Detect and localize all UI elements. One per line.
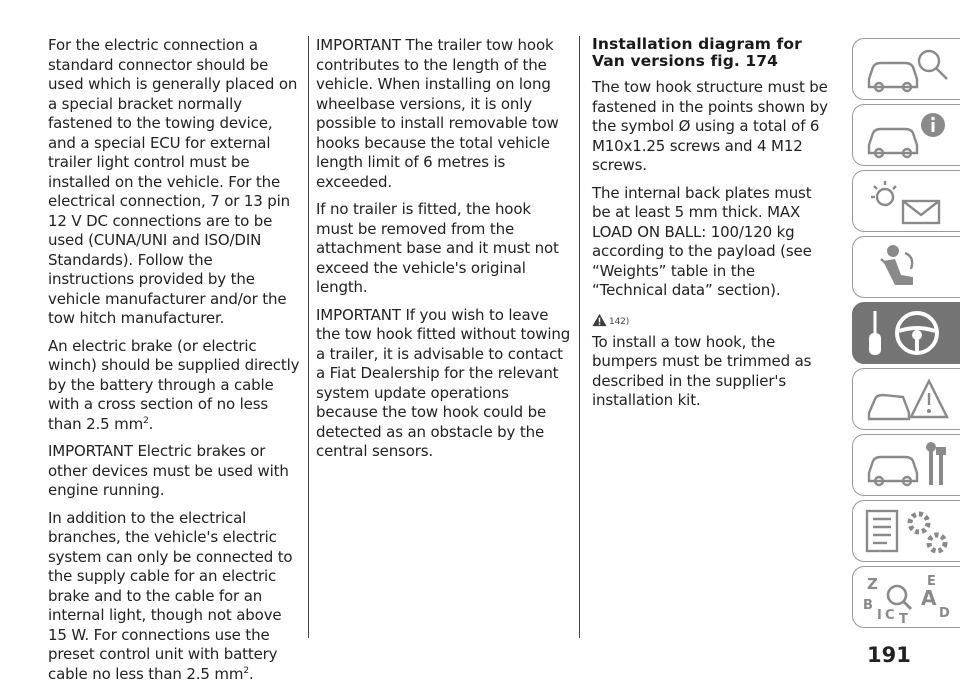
column-divider-1 — [308, 36, 309, 638]
text-column-1 — [48, 36, 300, 692]
svg-text:Z: Z — [867, 575, 878, 593]
svg-text:A: A — [921, 586, 937, 610]
seat-airbag-icon — [859, 241, 955, 293]
svg-text:E: E — [927, 574, 936, 589]
warning-reference[interactable] — [592, 309, 834, 327]
tab-maintenance[interactable] — [852, 434, 960, 496]
technical-data-gears-icon — [859, 505, 955, 557]
tab-getting-to-know[interactable] — [852, 104, 960, 166]
paragraph-back-plates: The internal back plates must be at least 5 mm thick. MAX LOAD ON BALL: 100/120 kg according to the payload (see “Weights” table in the “Technical data” section). — [592, 183, 812, 299]
svg-text:C: C — [885, 608, 895, 623]
tab-safety[interactable] — [852, 236, 960, 298]
tab-warning-lights[interactable] — [852, 170, 960, 232]
paragraph-tow-hook-length: IMPORTANT The trailer tow hook contributes to the length of the vehicle. When installing on long wheelbase versions, it is only possible to install removable tow hooks because the total vehicle length limit of 6 metres is exceeded. — [316, 36, 559, 191]
tab-index[interactable] — [852, 566, 960, 628]
text-column-3 — [592, 36, 834, 419]
paragraph-bumpers: To install a tow hook, the bumpers must be trimmed as described in the supplier's installation kit. — [592, 332, 812, 409]
paragraph-electric-brake: An electric brake (or electric winch) should be supplied directly by the battery through a cable with a cross section of no less than 2.5 $mm^2$. — [48, 336, 300, 433]
tab-technical-data[interactable] — [852, 500, 960, 562]
paragraph-electrical-branches: In addition to the electrical branches, the vehicle's electric system can only be connected to the supply cable for an electric brake and to the cable for an internal light, though not above 15 W. For connections use the preset control unit with battery cable no less than 2.5 $mm^2$. — [48, 508, 293, 683]
key-steering-wheel-icon — [859, 307, 955, 359]
car-service-tools-icon — [859, 439, 955, 491]
svg-text:D: D — [939, 606, 950, 621]
alphabetical-index-icon — [859, 571, 955, 623]
warning-lights-icon — [859, 175, 955, 227]
paragraph-important-engine: IMPORTANT Electric brakes or other devices must be used with engine running. — [48, 442, 289, 499]
warning-triangle-icon — [592, 313, 607, 327]
car-info-icon — [859, 109, 955, 161]
tab-knowing-vehicle[interactable] — [852, 38, 960, 100]
paragraph-electric-connection: For the electric connection a standard connector should be used which is generally placed on a special bracket normally fastened to the towing device, and a special ECU for external trailer light control must be installed on the vehicle. For the electrical connection, 7 or 13 pin 12 V DC connections are to be used (CUNA/UNI and ISO/DIN Standards). Follow the instructions provided by the vehicle manufacturer and/or the tow hitch manufacturer. — [48, 36, 298, 327]
warning-ref-number: 142) — [609, 316, 630, 327]
svg-text:T: T — [899, 612, 908, 623]
svg-text:I: I — [877, 608, 882, 623]
paragraph-important-sensors: IMPORTANT If you wish to leave the tow hook fitted without towing a trailer, it is advisable to contact a Fiat Dealership for the relevant system update operations because the tow hook could be detected as an obstacle by the central sensors. — [316, 305, 571, 460]
column-divider-2 — [579, 36, 580, 638]
paragraph-no-trailer: If no trailer is fitted, the hook must be removed from the attachment base and it must not exceed the vehicle's original length. — [316, 200, 559, 296]
page-number: 191 — [867, 643, 911, 667]
paragraph-fastening: The tow hook structure must be fastened in the points shown by the symbol Ø using a total of 6 M10x1.25 screws and 4 M12 screws. — [592, 78, 828, 174]
svg-text:B: B — [863, 598, 873, 613]
tab-in-emergency[interactable] — [852, 368, 960, 430]
text-column-2 — [316, 36, 572, 470]
tab-starting-driving[interactable] — [852, 302, 960, 364]
section-heading: Installation diagram for Van versions fig. 174 — [592, 35, 802, 70]
car-crash-warning-icon — [859, 373, 955, 425]
car-search-icon — [859, 43, 955, 95]
